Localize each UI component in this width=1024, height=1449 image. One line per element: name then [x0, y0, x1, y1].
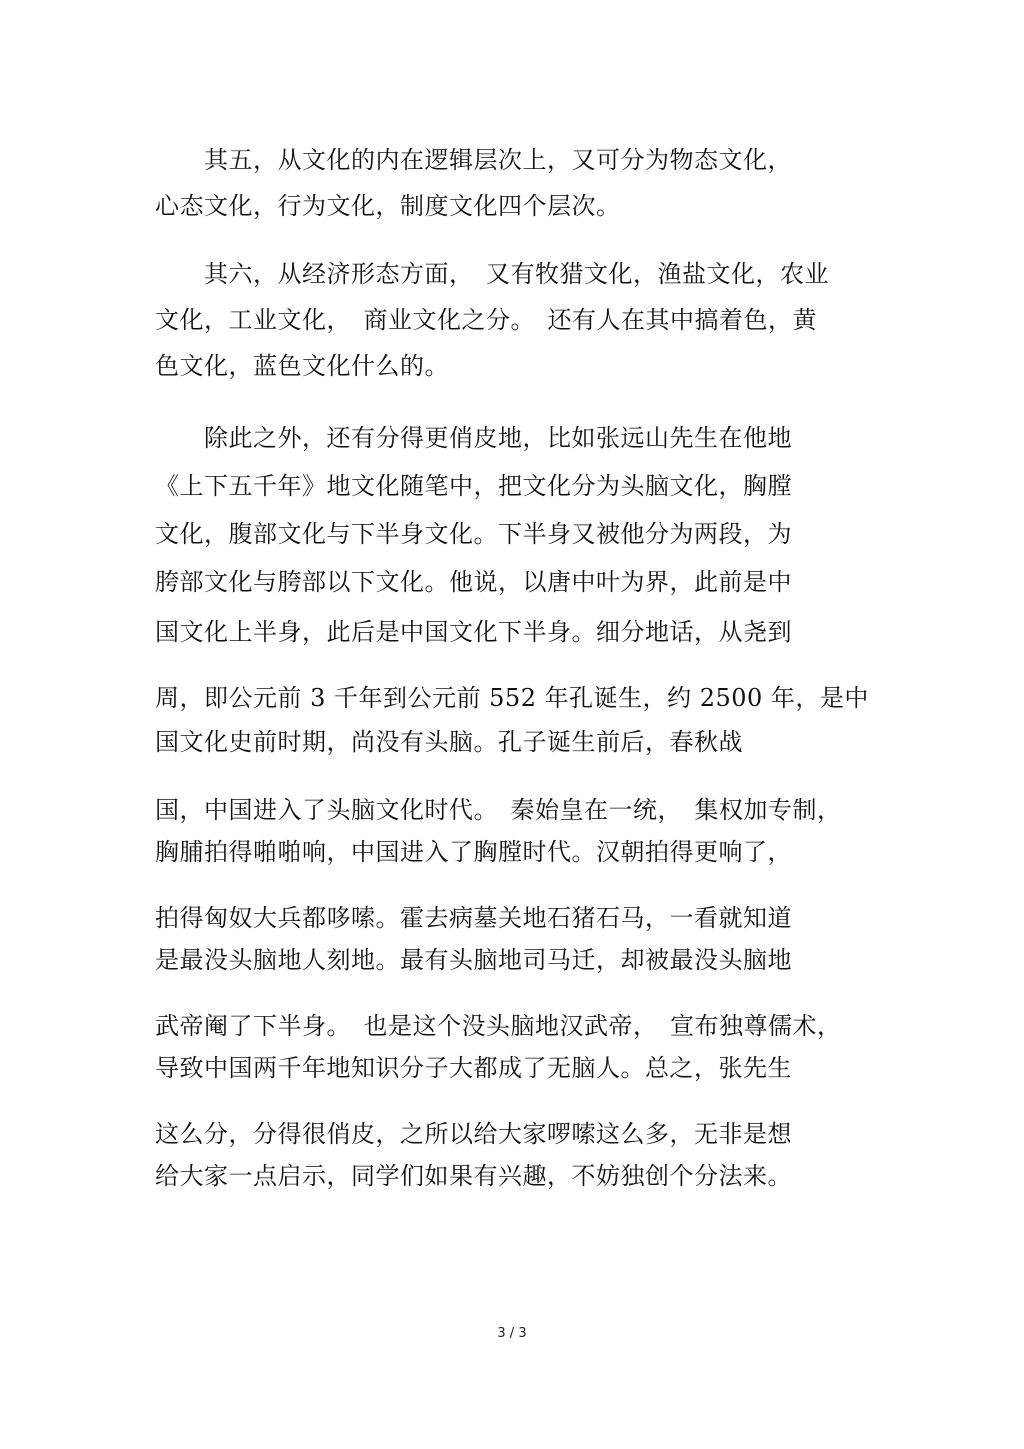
- page-number: 3 / 3: [497, 1326, 527, 1341]
- paragraph-line: 其五，从文化的内在逻辑层次上，又可分为物态文化，: [155, 146, 792, 174]
- paragraph-line: 《上下五千年》地文化随笔中，把文化分为头脑文化，胸膛: [155, 472, 792, 500]
- paragraph-line: 导致中国两千年地知识分子大都成了无脑人。总之，张先生: [155, 1054, 792, 1082]
- paragraph-line: 国文化上半身，此后是中国文化下半身。细分地话，从尧到: [155, 618, 792, 646]
- paragraph-line: 胸脯拍得啪啪响，中国进入了胸膛时代。汉朝拍得更响了，: [155, 838, 792, 866]
- paragraph-line: 这么分，分得很俏皮，之所以给大家啰嗦这么多，无非是想: [155, 1120, 792, 1148]
- paragraph-line: 武帝阉了下半身。 也是这个没头脑地汉武帝， 宣布独尊儒术，: [155, 1012, 842, 1040]
- paragraph-line: 是最没头脑地人刻地。最有头脑地司马迁，却被最没头脑地: [155, 946, 792, 974]
- paragraph-line: 国文化史前时期，尚没有头脑。孔子诞生前后，春秋战: [155, 728, 743, 756]
- paragraph-line: 色文化，蓝色文化什么的。: [155, 352, 449, 380]
- paragraph-line: 文化，腹部文化与下半身文化。下半身又被他分为两段，为: [155, 520, 792, 548]
- paragraph-line: 胯部文化与胯部以下文化。他说，以唐中叶为界，此前是中: [155, 568, 792, 596]
- paragraph-line: 周，即公元前 3 千年到公元前 552 年孔诞生，约 2500 年，是中: [155, 684, 869, 712]
- paragraph-line: 文化，工业文化， 商业文化之分。 还有人在其中搞着色，黄: [155, 306, 817, 334]
- paragraph-line: 除此之外，还有分得更俏皮地，比如张远山先生在他地: [155, 424, 792, 452]
- paragraph-line: 给大家一点启示，同学们如果有兴趣，不妨独创个分法来。: [155, 1162, 792, 1190]
- paragraph-line: 拍得匈奴大兵都哆嗦。霍去病墓关地石猪石马，一看就知道: [155, 904, 792, 932]
- paragraph-line: 心态文化，行为文化，制度文化四个层次。: [155, 192, 621, 220]
- paragraph-line: 其六，从经济形态方面， 又有牧猎文化，渔盐文化，农业: [155, 260, 829, 288]
- paragraph-line: 国，中国进入了头脑文化时代。 秦始皇在一统， 集权加专制，: [155, 796, 842, 824]
